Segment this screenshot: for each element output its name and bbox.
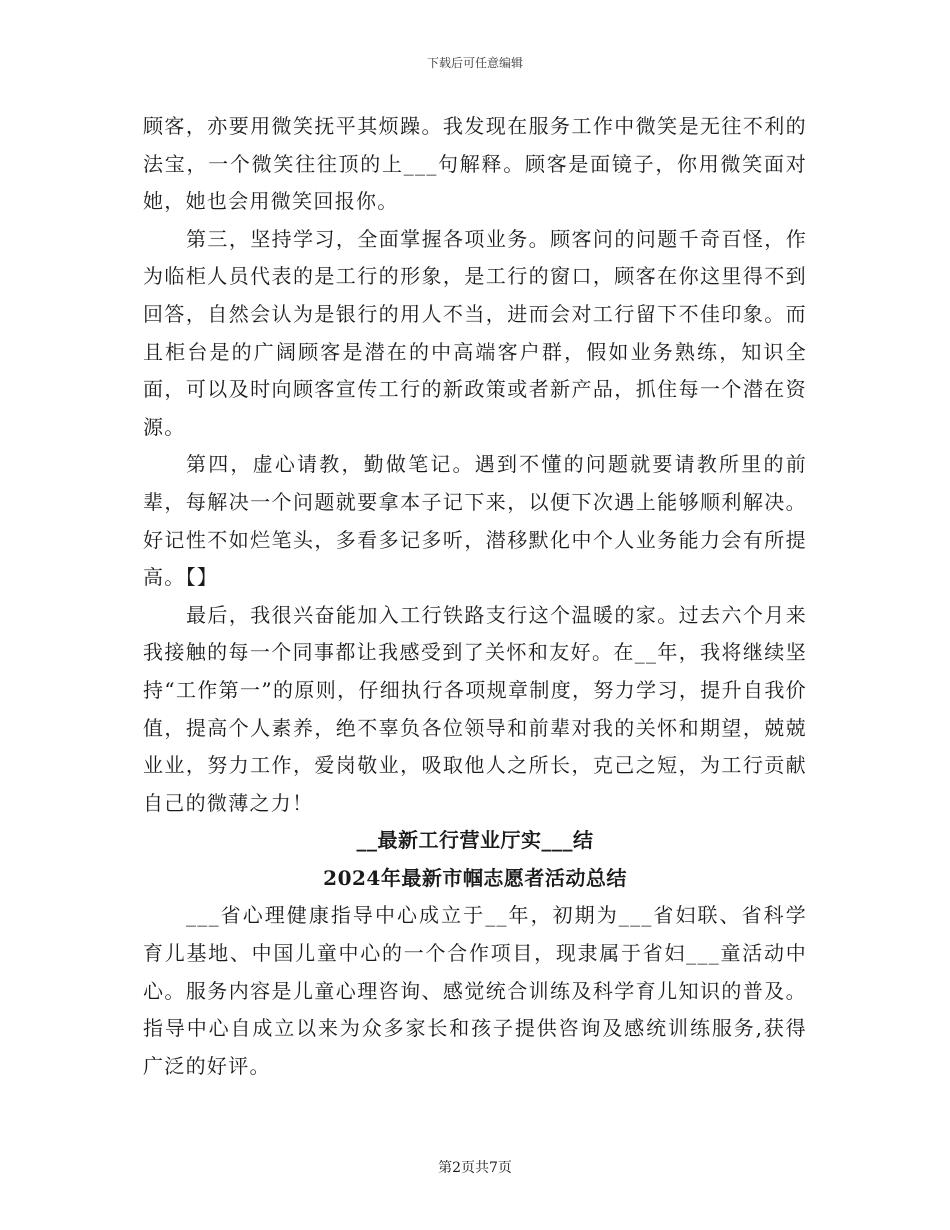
paragraph-fourth-point: 第四，虚心请教，勤做笔记。遇到不懂的问题就要请教所里的前辈，每解决一个问题就要拿本子记下来，以便下次遇上能够顺利解决。好记性不如烂笔头，多看多记多听，潜移默化中个人业务能力会有所提高。【】 xyxy=(143,452,807,590)
paragraph-continuation: 顾客，亦要用微笑抚平其烦躁。我发现在服务工作中微笑是无往不利的法宝，一个微笑往往顶的上___句解释。顾客是面镜子，你用微笑面对她，她也会用微笑回报你。 xyxy=(143,114,807,214)
document-body xyxy=(143,108,807,1085)
section-title-2: 2024年最新市帼志愿者活动总结 xyxy=(323,865,627,890)
paragraph-conclusion: 最后，我很兴奋能加入工行铁路支行这个温暖的家。过去六个月来我接触的每一个同事都让我感受到了关怀和友好。在__年，我将继续坚持“工作第一”的原则，仔细执行各项规章制度，努力学习，提升自我价值，提高个人素养，绝不辜负各位领导和前辈对我的关怀和期望，兢兢业业，努力工作，爱岗敬业，吸取他人之所长，克己之短，为工行贡献自己的微薄之力！ xyxy=(143,602,807,815)
header-note: 下载后可任意编辑 xyxy=(426,56,523,70)
paragraph-third-point: 第三，坚持学习，全面掌握各项业务。顾客问的问题千奇百怪，作为临柜人员代表的是工行的形象，是工行的窗口，顾客在你这里得不到回答，自然会认为是银行的用人不当，进而会对工行留下不佳印象。而且柜台是的广阔顾客是潜在的中高端客户群，假如业务熟练，知识全面，可以及时向顾客宣传工行的新政策或者新产品，抓住每一个潜在资源。 xyxy=(143,226,807,439)
section-title-1: __最新工行营业厅实___结 xyxy=(356,828,594,853)
page-number: 第2页共7页 xyxy=(438,1160,512,1176)
paragraph-center-intro: ___省心理健康指导中心成立于__年，初期为___省妇联、省科学育儿基地、中国儿童中心的一个合作项目，现隶属于省妇___童活动中心。服务内容是儿童心理咨询、感觉统合训练及科学育儿知识的普及。指导中心自成立以来为众多家长和孩子提供咨询及感统训练服务,获得广泛的好评。 xyxy=(143,903,807,1078)
